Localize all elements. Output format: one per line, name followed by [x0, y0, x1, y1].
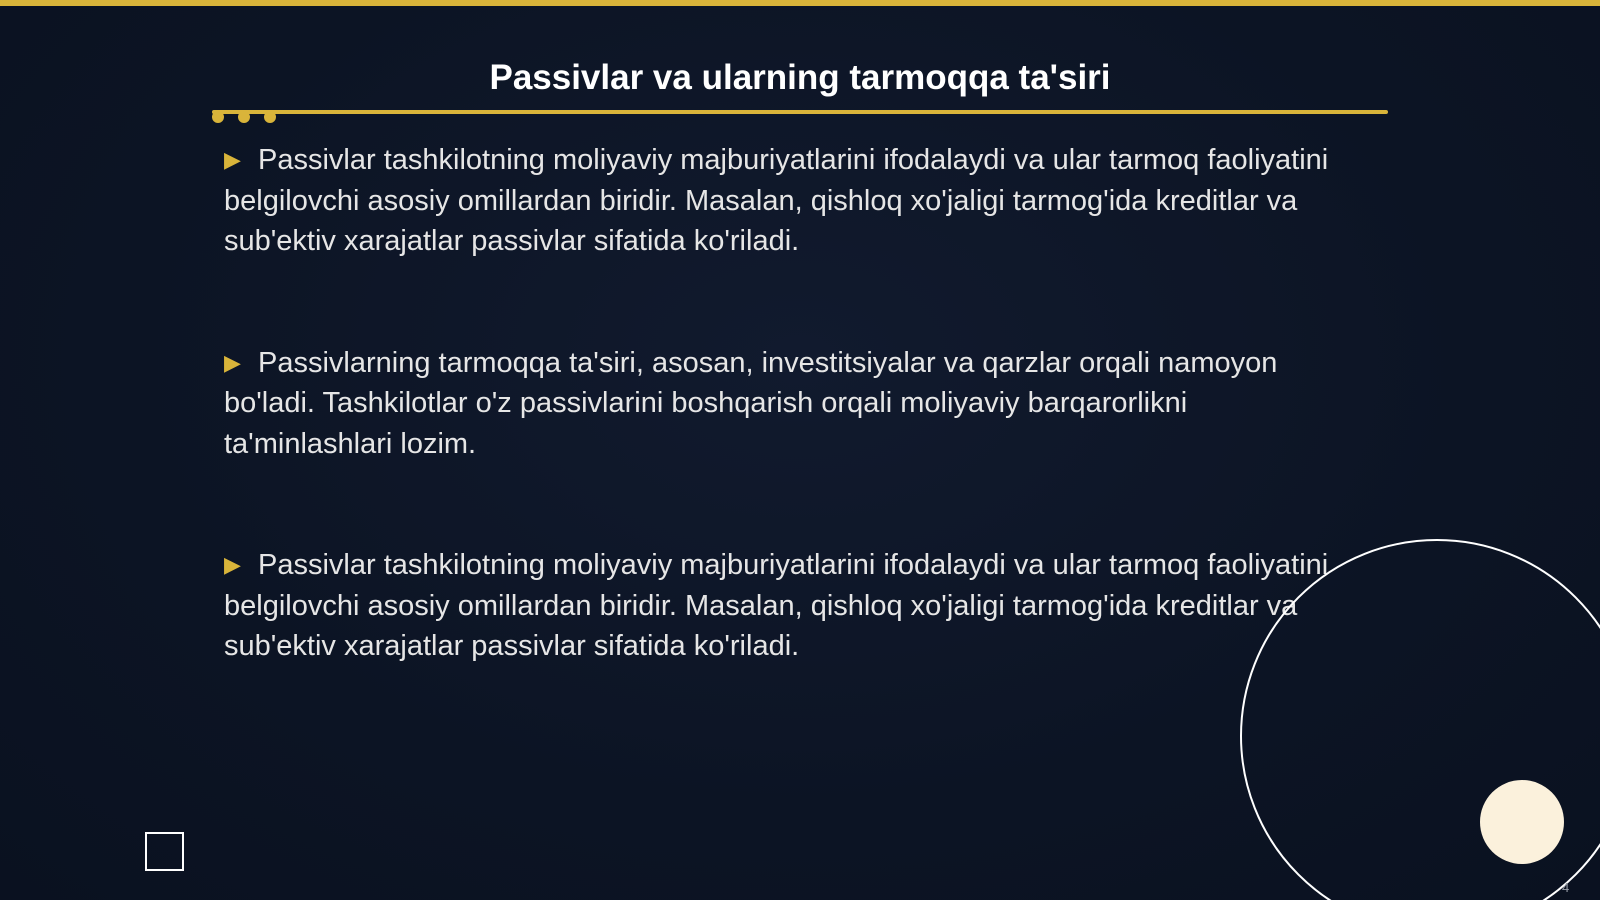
bullet-item [224, 545, 1354, 667]
bullet-list [224, 140, 1354, 748]
title-underline [212, 110, 1388, 114]
bullet-text: Passivlar tashkilotning moliyaviy majburiyatlarini ifodalaydi va ular tarmoq faoliyatini belgilovchi asosiy omillardan biridir. Masalan, qishloq xo'jaligi tarmog'ida kreditlar va sub'ektiv xarajatlar passivlar sifatida ko'riladi. [224, 144, 1329, 257]
decor-dot [212, 111, 224, 123]
triangle-bullet-icon: ▶ [224, 552, 241, 577]
decor-circle-filled [1480, 780, 1564, 864]
bullet-text: Passivlarning tarmoqqa ta'siri, asosan, investitsiyalar va qarzlar orqali namoyon bo'ladi. Tashkilotlar o'z passivlarini boshqarish orqali moliyaviy barqarorlikni ta'minlashlari lozim. [224, 346, 1278, 460]
decor-square-outline [145, 832, 184, 871]
triangle-bullet-icon: ▶ [224, 147, 241, 172]
bullet-text: Passivlar tashkilotning moliyaviy majburiyatlarini ifodalaydi va ular tarmoq faoliyatini belgilovchi asosiy omillardan biridir. Masalan, qishloq xo'jaligi tarmog'ida kreditlar va sub'ektiv xarajatlar passivlar sifatida ko'riladi. [224, 549, 1329, 662]
top-accent-bar [0, 0, 1600, 6]
bullet-item [224, 343, 1354, 465]
bullet-item [224, 140, 1354, 262]
page-number: 4 [1562, 880, 1570, 895]
slide-title: Passivlar va ularning tarmoqqa ta'siri [489, 58, 1111, 97]
triangle-bullet-icon: ▶ [224, 349, 241, 375]
decor-dot [264, 111, 276, 123]
decor-dot [238, 111, 250, 123]
